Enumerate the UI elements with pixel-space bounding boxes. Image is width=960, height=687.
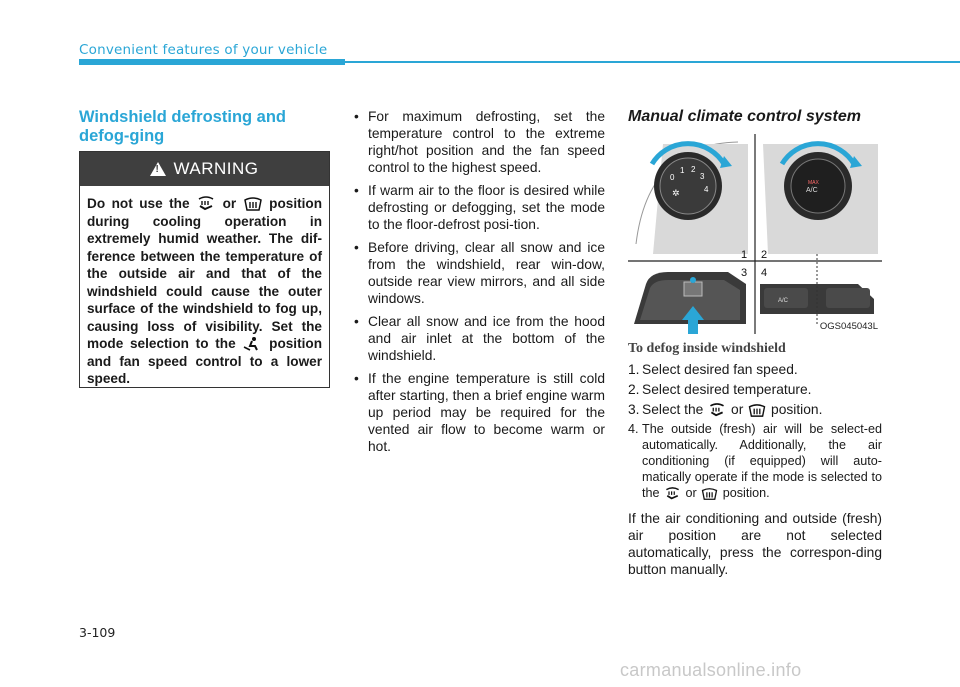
- defrost-icon: [700, 487, 719, 501]
- list-item: • If warm air to the floor is desired while defrosting or defogging, set the mode to the floor-defrost posi-tion.: [354, 182, 605, 233]
- knob-ac-label: A/C: [806, 187, 818, 194]
- defog-steps: [628, 361, 882, 504]
- knob-number: 2: [691, 165, 696, 174]
- climate-control-figure: [628, 134, 882, 334]
- step-text: position.: [722, 486, 770, 500]
- step-number: 2.: [628, 382, 640, 397]
- page-number: 3-109: [79, 625, 116, 640]
- knob-number: 1: [680, 166, 685, 175]
- step-text: or: [731, 402, 744, 417]
- callout-1: 1: [741, 249, 748, 261]
- floor-icon: [242, 336, 262, 352]
- warning-text-part: or: [222, 196, 237, 211]
- fan-icon: ✲: [672, 189, 680, 199]
- step-text: The outside (fresh) air will be select-ed automatically. Additionally, the air conditioning (if equipped) will auto-matically operate if the mode is selected to the: [642, 422, 882, 500]
- ac-button-label: A/C: [778, 298, 789, 304]
- manual-override-note: If the air conditioning and outside (fresh) air position are not selected automatically, press the correspon-ding button manually.: [628, 511, 882, 577]
- step-text: Select the: [642, 402, 704, 417]
- callout-3: 3: [741, 267, 748, 279]
- list-item: • Clear all snow and ice from the hood and air inlet at the bottom of the windshield.: [354, 313, 605, 364]
- step-item: [628, 401, 882, 418]
- defrost-icon: [747, 403, 767, 418]
- step-text: position.: [771, 402, 823, 417]
- step-item: [628, 421, 882, 501]
- list-item: • If the engine temperature is still cold after starting, then a brief engine warm up period may be required for the vented air flow to become warm or hot.: [354, 370, 605, 455]
- section-header: Convenient features of your vehicle: [79, 42, 328, 58]
- step-item: [628, 381, 882, 398]
- warning-text-part: position during cooling operation in extremely humid weather. The dif-ference between the temperature of the outside air and that of the windshield could cause the outer surface of the windshield to fog up, causing loss of visibility. Set the mode selection to the: [87, 196, 323, 351]
- defrost-icon: [243, 196, 263, 212]
- step-item: [628, 361, 882, 378]
- list-item: • For maximum defrosting, set the temperature control to the extreme right/hot position and the fan speed control to the highest speed.: [354, 108, 605, 176]
- callout-4: 4: [761, 267, 768, 279]
- step-number: 4.: [628, 422, 639, 436]
- knob-max-label: MAX: [808, 180, 819, 186]
- section-title: Windshield defrosting and defog-ging: [79, 108, 287, 145]
- step-number: 1.: [628, 362, 640, 377]
- callout-2: 2: [761, 249, 768, 261]
- warning-label: WARNING: [173, 159, 259, 178]
- step-text: or: [685, 486, 697, 500]
- warning-box: [79, 151, 330, 388]
- defrost-floor-icon: [663, 487, 682, 501]
- climate-control-illustration: [628, 134, 882, 334]
- step-text: Select desired temperature.: [642, 382, 812, 397]
- warning-text: [80, 186, 329, 388]
- step-text: Select desired fan speed.: [642, 362, 798, 377]
- warning-icon: [150, 162, 166, 176]
- header-rule: [79, 61, 960, 63]
- knob-number: 3: [700, 172, 705, 181]
- watermark: carmanualsonline.info: [620, 660, 802, 680]
- warning-text-part: position and fan speed control to a lower speed.: [87, 336, 322, 386]
- defrost-tips: [354, 108, 605, 461]
- defrost-floor-icon: [707, 403, 727, 418]
- list-item: • Before driving, clear all snow and ice from the windshield, rear win-dow, outside rear view mirrors, and all side windows.: [354, 239, 605, 307]
- warning-text-part: Do not use the: [87, 196, 190, 211]
- defrost-floor-icon: [196, 196, 216, 212]
- warning-header: [80, 152, 329, 186]
- knob-number: 0: [670, 173, 675, 182]
- knob-number: 4: [704, 185, 709, 194]
- climate-title: Manual climate control system: [628, 108, 861, 125]
- figure-code: OGS045043L: [819, 321, 878, 332]
- defog-subtitle: To defog inside windshield: [628, 341, 786, 356]
- step-number: 3.: [628, 402, 640, 417]
